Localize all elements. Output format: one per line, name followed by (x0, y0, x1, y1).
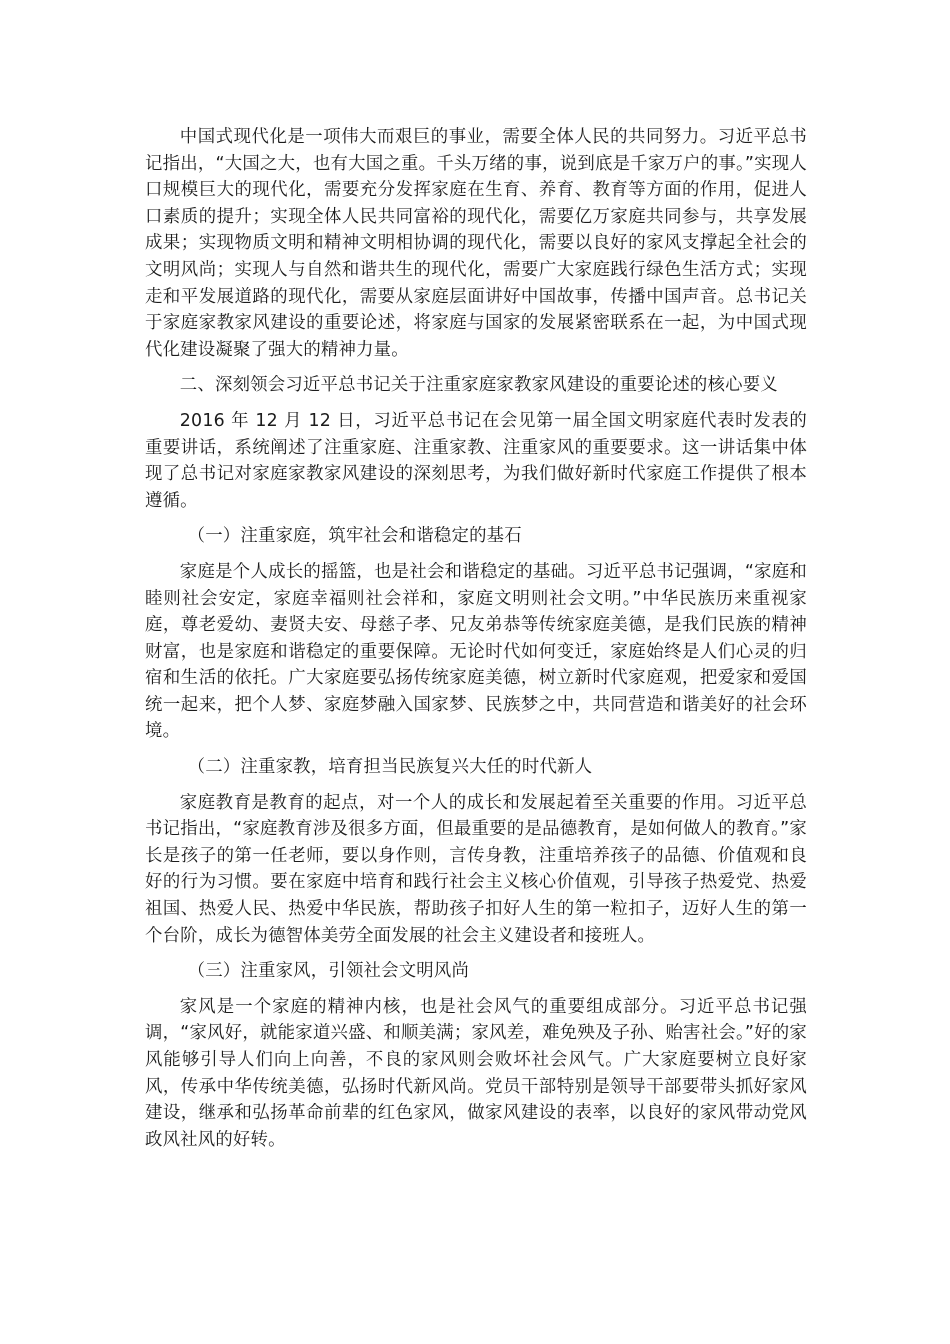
paragraph-speech: 2016 年 12 月 12 日，习近平总书记在会见第一届全国文明家庭代表时发表的重要讲话，系统阐述了注重家庭、注重家教、注重家风的重要要求。这一讲话集中体现了总书记对家庭家教家风建设的深刻思考，为我们做好新时代家庭工作提供了根本遵循。 (145, 410, 807, 511)
subheading-tradition: （三）注重家风，引领社会文明风尚 (187, 961, 470, 982)
subheading-education: （二）注重家教，培育担当民族复兴大任的时代新人 (187, 757, 593, 778)
section-heading: 二、深刻领会习近平总书记关于注重家庭家教家风建设的重要论述的核心要义 (179, 375, 778, 396)
paragraph-family: 家庭是个人成长的摇篮，也是社会和谐稳定的基础。习近平总书记强调，“家庭和睦则社会安定，家庭幸福则社会祥和，家庭文明则社会文明。”中华民族历来重视家庭，尊老爱幼、妻贤夫安、母慈子孝、兄友弟恭等传统家庭美德，是我们民族的精神财富，也是家庭和谐稳定的重要保障。无论时代如何变迁，家庭始终是人们心灵的归宿和生活的依托。广大家庭要弘扬传统家庭美德，树立新时代家庭观，把爱家和爱国统一起来，把个人梦、家庭梦融入国家梦、民族梦之中，共同营造和谐美好的社会环境。 (145, 561, 807, 742)
subheading-family: （一）注重家庭，筑牢社会和谐稳定的基石 (187, 526, 522, 547)
paragraph-tradition: 家风是一个家庭的精神内核，也是社会风气的重要组成部分。习近平总书记强调，“家风好，就能家道兴盛、和顺美满；家风差，难免殃及子孙、贻害社会。”好的家风能够引导人们向上向善，不良的家风则会败坏社会风气。广大家庭要树立良好家风，传承中华传统美德，弘扬时代新风尚。党员干部特别是领导干部要带头抓好家风建设，继承和弘扬革命前辈的红色家风，做家风建设的表率，以良好的家风带动党风政风社风的好转。 (145, 996, 807, 1150)
paragraph-intro: 中国式现代化是一项伟大而艰巨的事业，需要全体人民的共同努力。习近平总书记指出，“大国之大，也有大国之重。千头万绪的事，说到底是千家万户的事。”实现人口规模巨大的现代化，需要充分发挥家庭在生育、养育、教育等方面的作用，促进人口素质的提升；实现全体人民共同富裕的现代化，需要亿万家庭共同参与，共享发展成果；实现物质文明和精神文明相协调的现代化，需要以良好的家风支撑起全社会的文明风尚；实现人与自然和谐共生的现代化，需要广大家庭践行绿色生活方式；实现走和平发展道路的现代化，需要从家庭层面讲好中国故事，传播中国声音。总书记关于家庭家教家风建设的重要论述，将家庭与国家的发展紧密联系在一起，为中国式现代化建设凝聚了强大的精神力量。 (145, 127, 807, 360)
document-page (145, 124, 807, 1162)
paragraph-education: 家庭教育是教育的起点，对一个人的成长和发展起着至关重要的作用。习近平总书记指出，“家庭教育涉及很多方面，但最重要的是品德教育，是如何做人的教育。”家长是孩子的第一任老师，要以身作则，言传身教，注重培养孩子的品德、价值观和良好的行为习惯。要在家庭中培育和践行社会主义核心价值观，引导孩子热爱党、热爱祖国、热爱人民、热爱中华民族，帮助孩子扣好人生的第一粒扣子，迈好人生的第一个台阶，成长为德智体美劳全面发展的社会主义建设者和接班人。 (145, 792, 807, 946)
